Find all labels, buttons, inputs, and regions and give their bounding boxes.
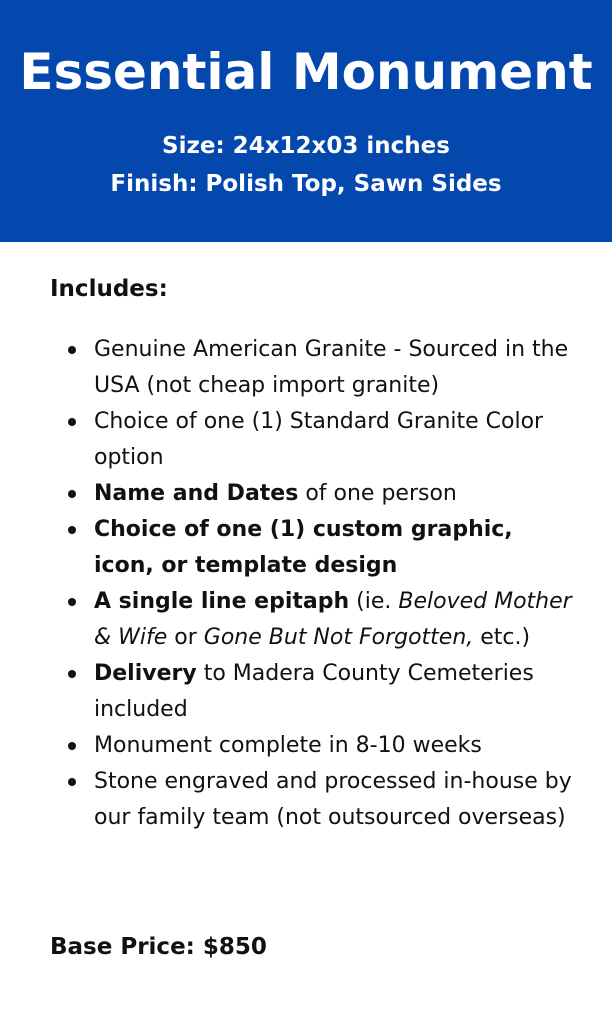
bullet-icon <box>68 742 76 750</box>
item-text: Choice of one (1) Standard Granite Color option <box>94 409 544 470</box>
item-bold: A single line epitaph <box>94 589 350 614</box>
item-text: of one person <box>298 481 457 506</box>
item-text: to Madera County Cemeteries included <box>94 661 534 722</box>
item-text: Monument complete in 8-10 weeks <box>94 733 482 758</box>
list-item-delivery <box>58 656 578 728</box>
finish-line: Finish: Polish Top, Sawn Sides <box>110 171 502 197</box>
bullet-icon <box>68 598 76 606</box>
item-text: etc.) <box>473 625 531 650</box>
list-item-in-house <box>58 764 578 836</box>
list-item-color <box>58 404 578 476</box>
bullet-icon <box>68 670 76 678</box>
includes-heading: Includes: <box>50 276 168 302</box>
item-italic: Beloved Mother & Wife <box>94 589 572 650</box>
list-item-epitaph <box>58 584 578 656</box>
includes-list <box>58 332 578 836</box>
list-item-graphic <box>58 512 578 584</box>
bullet-icon <box>68 778 76 786</box>
item-bold: Delivery <box>94 661 197 686</box>
item-text: Genuine American Granite - Sourced in the USA (not cheap import granite) <box>94 337 569 398</box>
item-text: or <box>167 625 204 650</box>
bullet-icon <box>68 418 76 426</box>
item-text: (ie. <box>349 589 399 614</box>
item-bold: Choice of one (1) custom graphic, icon, or template design <box>94 517 513 578</box>
item-text: Stone engraved and processed in-house by our family team (not outsourced overseas) <box>94 769 572 830</box>
bullet-icon <box>68 526 76 534</box>
page-title: Essential Monument <box>19 43 593 101</box>
header-banner <box>0 0 612 242</box>
list-item-name-dates <box>58 476 578 512</box>
list-item-timeline <box>58 728 578 764</box>
list-item-granite <box>58 332 578 404</box>
item-bold: Name and Dates <box>94 481 299 506</box>
base-price: Base Price: $850 <box>50 934 267 960</box>
item-italic: Gone But Not Forgotten, <box>203 625 474 650</box>
bullet-icon <box>68 490 76 498</box>
size-line: Size: 24x12x03 inches <box>162 133 450 159</box>
bullet-icon <box>68 346 76 354</box>
